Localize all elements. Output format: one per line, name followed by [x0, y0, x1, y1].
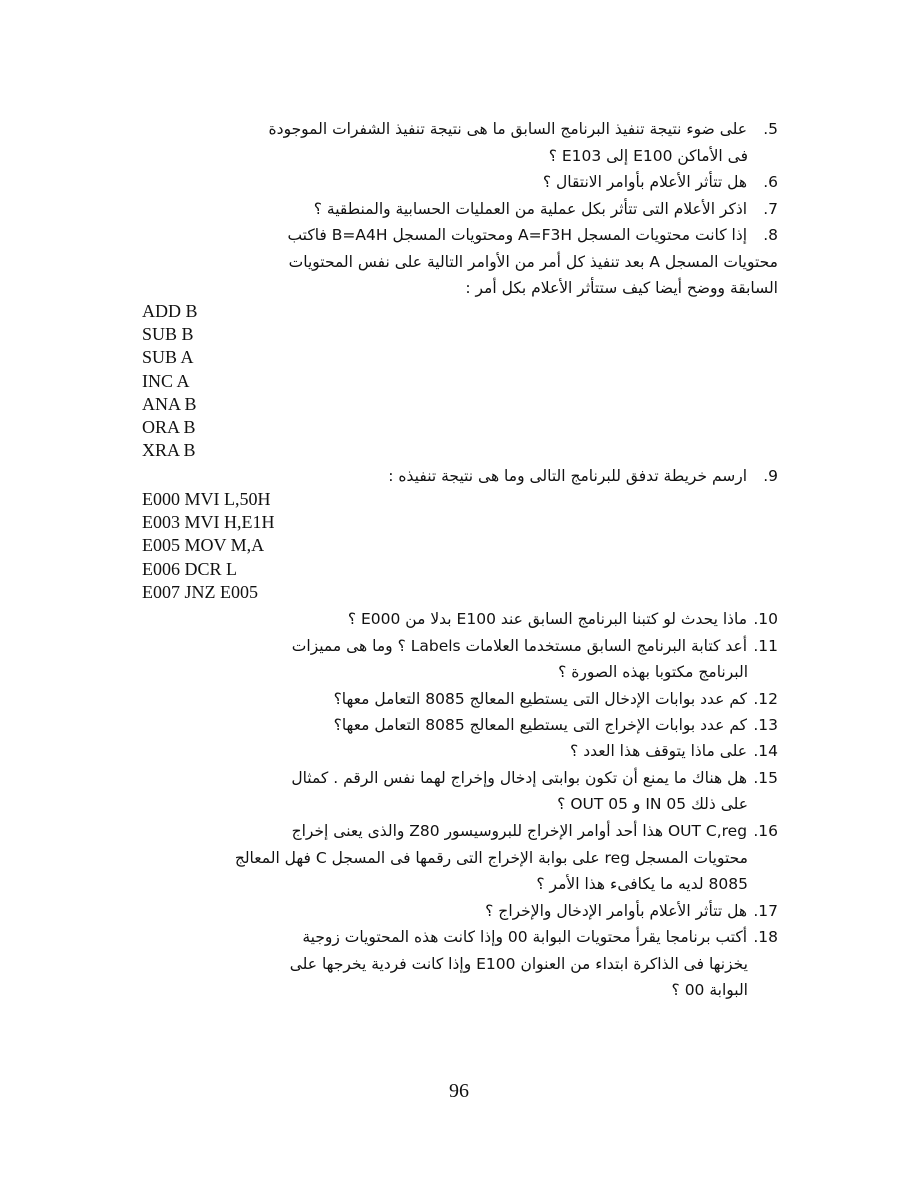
code-line: XRA B — [142, 440, 196, 461]
question-text: كم عدد بوابات الإدخال التى يستطيع المعالج 8085 التعامل معها؟ — [333, 690, 748, 708]
question-17 — [138, 898, 778, 924]
code-line: E007 JNZ E005 — [142, 581, 258, 602]
question-text: ماذا يحدث لو كتبنا البرنامج السابق عند E100 بدلا من E000 ؟ — [347, 610, 748, 628]
question-11-line-2: البرنامج مكتوبا بهذه الصورة ؟ — [558, 663, 748, 681]
question-text: هل تتأثر الأعلام بأوامر الانتقال ؟ — [542, 173, 748, 191]
question-number: 10. — [753, 610, 778, 628]
question-number: 17. — [753, 902, 778, 920]
code-block-program — [142, 488, 275, 604]
question-10 — [138, 606, 778, 632]
code-line: ANA B — [142, 393, 197, 414]
code-line: SUB B — [142, 324, 194, 345]
question-15-line-1 — [138, 765, 778, 791]
question-text: ارسم خريطة تدفق للبرنامج التالى وما هى نتيجة تنفيذه : — [388, 467, 748, 485]
question-5-line-2: فى الأماكن E100 إلى E103 ؟ — [548, 147, 748, 165]
question-16-line-3: 8085 لديه ما يكافىء هذا الأمر ؟ — [536, 875, 748, 893]
question-text: هل تتأثر الأعلام بأوامر الإدخال والإخراج ؟ — [485, 902, 748, 920]
code-line: E000 MVI L,50H — [142, 489, 271, 509]
question-15-line-2: على ذلك IN 05 و OUT 05 ؟ — [557, 795, 748, 813]
question-number: 14. — [753, 742, 778, 760]
question-number: 7. — [763, 200, 778, 218]
question-18-line-2: يخزنها فى الذاكرة ابتداء من العنوان E100 وإذا كانت فردية يخرجها على — [289, 955, 748, 973]
question-text: كم عدد بوابات الإخراج التى يستطيع المعالج 8085 التعامل معها؟ — [333, 716, 748, 734]
code-line: ADD B — [142, 301, 198, 321]
question-text: إذا كانت محتويات المسجل A=F3H ومحتويات المسجل B=A4H فاكتب — [287, 226, 748, 244]
question-number: 13. — [753, 716, 778, 734]
question-8-line-2: محتويات المسجل A بعد تنفيذ كل أمر من الأوامر التالية على نفس المحتويات — [288, 253, 778, 271]
question-number: 8. — [763, 226, 778, 244]
question-number: 5. — [763, 120, 778, 138]
question-12 — [138, 686, 778, 712]
question-text: OUT C,reg هذا أحد أوامر الإخراج للبروسيسور Z80 والذى يعنى إخراج — [291, 822, 748, 840]
question-9 — [138, 463, 778, 489]
question-8-line-1 — [138, 222, 778, 248]
question-number: 15. — [753, 769, 778, 787]
question-5-line-1 — [138, 116, 778, 142]
question-7 — [138, 196, 778, 222]
code-line: SUB A — [142, 347, 194, 368]
question-14 — [138, 738, 778, 764]
code-line: E005 MOV M,A — [142, 535, 265, 556]
question-text: أعد كتابة البرنامج السابق مستخدما العلامات Labels ؟ وما هى مميزات — [291, 637, 748, 655]
code-line: INC A — [142, 370, 190, 391]
question-number: 11. — [753, 637, 778, 655]
code-line: ORA B — [142, 417, 196, 438]
code-line: E003 MVI H,E1H — [142, 512, 275, 533]
question-number: 9. — [763, 467, 778, 485]
code-block-instructions — [142, 300, 198, 462]
question-number: 18. — [753, 928, 778, 946]
question-11-line-1 — [138, 633, 778, 659]
question-8-line-3: السابقة ووضح أيضا كيف ستتأثر الأعلام بكل أمر : — [465, 279, 778, 297]
question-number: 12. — [753, 690, 778, 708]
page-number: 96 — [449, 1080, 469, 1102]
question-6 — [138, 169, 778, 195]
question-16-line-1 — [138, 818, 778, 844]
question-text: على ضوء نتيجة تنفيذ البرنامج السابق ما هى نتيجة تنفيذ الشفرات الموجودة — [268, 120, 748, 138]
question-18-line-1 — [138, 924, 778, 950]
question-number: 16. — [753, 822, 778, 840]
question-16-line-2: محتويات المسجل reg على بوابة الإخراج التى رقمها فى المسجل C فهل المعالج — [234, 849, 748, 867]
question-number: 6. — [763, 173, 778, 191]
question-13 — [138, 712, 778, 738]
question-text: اذكر الأعلام التى تتأثر بكل عملية من العمليات الحسابية والمنطقية ؟ — [313, 200, 748, 218]
question-text: أكتب برنامجا يقرأ محتويات البوابة 00 وإذا كانت هذه المحتويات زوجية — [302, 928, 748, 946]
code-line: E006 DCR L — [142, 558, 238, 579]
question-text: هل هناك ما يمنع أن تكون بوابتى إدخال وإخراج لهما نفس الرقم . كمثال — [291, 769, 748, 787]
question-18-line-3: البوابة 00 ؟ — [671, 981, 748, 999]
question-text: على ماذا يتوقف هذا العدد ؟ — [570, 742, 748, 760]
